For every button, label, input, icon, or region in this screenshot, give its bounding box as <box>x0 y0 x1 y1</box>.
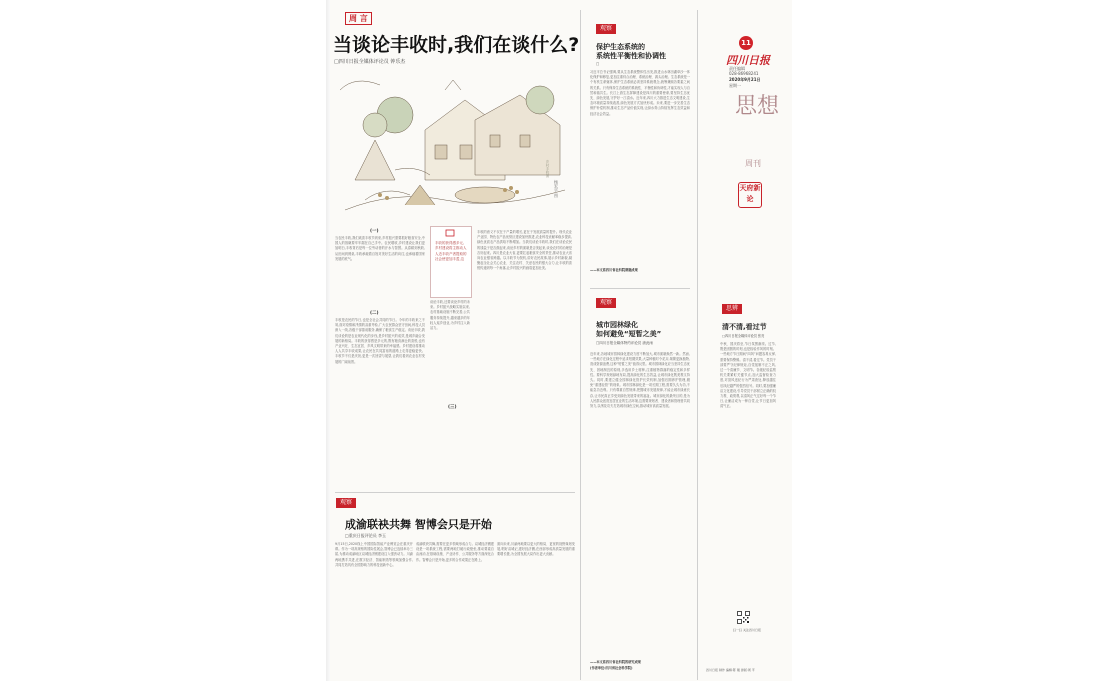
right-mid-text: 近年来,各地城市园林绿化建设力度不断加大,城市面貌焕然一新。然而,一些地方在绿化过程中追求短期效果,大量种植时令花卉,频繁更换植物,造成资源浪费,这种“短暂之美”值得反思。城市园林绿化应当坚持生态优先、因地制宜的原则,多选用乡土树种,注重植物群落的稳定性和多样性。要科学规划绿地布局,提高绿化的生态效益,让城市绿化既美观又持久。同时,要建立健全园林绿化管护长效机制,加强后期养护管理,避免“重建轻管”的现象。城市园林绿化是一项长期工程,需要久久为功,不能急功近利。只有尊重自然规律,把握城市发展规律,才能让城市绿意长存,让市民真正享受到绿色发展带来的福祉。城市绿化的最终目的,是为人民群众创造宜居宜业的生活环境,这需要规划者、建设者和管理者共同努力,以绣花功夫打造城市绿色空间,推动城市高质量发展。 <box>590 352 690 409</box>
far-col-text: 中秋、国庆将至,节日氛围渐浓。过节,既是团圆的时刻,也是检验作风的时刻。一些地方节日期间“四风”问题容易反弹,需要保持警惕。清不清,看过节。党员干部要严守纪律规矩,自觉抵制不正之风,过一个清廉节、文明节。各级纪检监察机关要紧盯关键节点,加大监督检查力度,对顶风违纪行为严肃查处,释放越往后执纪越严的强烈信号。同时,要加强廉洁文化建设,引导党员干部树立正确的权力观、政绩观,以清风正气过好每一个节日,让廉洁成为一种自觉,让节日更加风清气正。 <box>720 342 776 409</box>
far-col-headline: 清不清,看过节 <box>722 323 767 331</box>
bottom-tag: 观察 <box>336 498 356 508</box>
bottom-byline: □重庆日报评论员 李玉 <box>345 533 387 538</box>
right-mid-tag: 观察 <box>596 298 616 308</box>
right-divider <box>590 288 690 289</box>
issue-date: 2020年9月21日 <box>729 77 761 82</box>
far-column-divider <box>697 10 698 680</box>
bottom-headline: 成渝联袂共舞 智博会只是开始 <box>345 518 492 531</box>
column-text-3: 谈论丰收,还要谈论乡村的未来。乡村振兴战略实施以来,农村基础设施不断完善,公共服务持续提升,越来越多的年轻人返乡创业,为乡村注入新活力。 <box>430 300 470 331</box>
column-divider <box>580 10 581 680</box>
right-top-headline-2: 系统性平衡性和协调性 <box>596 52 666 60</box>
right-top-byline: □ <box>596 62 600 66</box>
illustration-caption: 乡村丰收图 <box>546 160 550 178</box>
pull-quote-box <box>430 226 472 298</box>
qr-caption: 扫一扫 关注四川日报 <box>733 628 761 632</box>
column-text-4: 丰收的意义不仅在于产量的增长,更在于发展质量的提升。现代农业产业园、特色农产品优势区建设加快推进,农业科技贡献率稳步提高,绿色优质农产品供给不断增加。当我们谈论丰收时,我们在谈论农民的钱袋子是否鼓起来,谈论乡村的面貌是否美起来,谈论农村的治理是否好起来。四川是农业大省,更要扛起粮食安全的责任,推动农业大省向农业强省跨越。以丰收节为契机,讲好农民故事,展示乡村新貌,凝聚起全社会关心农业、关注农村、关爱农民的强大合力,让丰收的喜悦传递到每一个角落,让乡村振兴的画卷更加壮美。 <box>477 230 572 271</box>
column-text-1: 当农民丰收,我们欢喜丰收节到来,乡村振兴需要抓好粮食安全,中国人的饭碗要牢牢端在自己手中。农民增收,乡村建设让我们更加明白,丰收背后是每一位劳动者的汗水与智慧。从春耕到秋收,从田间到餐桌,丰收承载着百姓对美好生活的向往,也承载着国家发展的底气。 <box>335 236 425 261</box>
section-two-heading: (二) <box>370 311 379 316</box>
right-top-tag: 观察 <box>596 24 616 34</box>
far-col-byline: □四川日报全媒体评论员 张亮 <box>722 334 765 338</box>
editor-line-2: 028-86968241 <box>729 71 759 76</box>
column-text-2: 丰收是农民的节日,也是全社会共同的节日。今年的丰收来之不易,面对疫情和汛情的双重考验,广大农民群众坚守田间,科技人员深入一线,各级干部靠前服务,确保了粮食生产稳定。谈论丰收,我们谈论的是农业现代化的步伐,是乡村振兴的成效,是城乡融合发展的新格局。丰收的获得感是多元的,既有粮食满仓的喜悦,也有产业兴旺、生态宜居、乡风文明带来的幸福感。乡村建设将推动人人共享丰收成果,让农民在共同富裕的道路上走得更稳更快。丰收节不仅是庆祝,更是一次回望与展望,让我们看到农业农村发展的广阔前景。 <box>335 318 425 364</box>
right-mid-headline-1: 城市园林绿化 <box>596 321 638 329</box>
page-number: 11 <box>739 36 753 50</box>
far-col-tag: 思辨 <box>722 304 742 314</box>
pull-quote-text: 丰收的获得感多元,乡村建设将主推动人人近丰收产者提取的社会使更加丰盈,这 <box>435 241 467 262</box>
section-one-heading: (一) <box>370 229 379 234</box>
column-tag: 周 言 <box>345 12 372 25</box>
masthead-logo: 四川日报 <box>726 54 770 67</box>
divider <box>335 492 575 493</box>
tianfu-stamp: 天府新论 <box>738 182 762 208</box>
issue-weekday: 星期一 <box>729 83 741 88</box>
illustration-signature: 杨宏宇 图 <box>554 180 559 198</box>
right-top-headline-1: 保护生态系统的 <box>596 43 645 51</box>
qr-code <box>737 611 750 624</box>
bottom-text-3: 面向未来,川渝两地要以更大的格局、更宽的视野谋划发展,唱好双城记,建好经济圈,在西部形成高质量发展的重要增长极,为全国发展大局作出更大贡献。 <box>497 542 575 557</box>
village-illustration <box>335 70 567 220</box>
section-three-heading: (三) <box>448 405 457 410</box>
right-mid-note-1: ——本文系四川省社科院的研究成果 <box>590 660 641 664</box>
editor-line-1: 责任编辑 <box>729 66 745 71</box>
right-top-note: ——本文系四川省社科院课题成果 <box>590 268 638 272</box>
quote-icon <box>445 229 455 237</box>
section-title: 思想 <box>735 94 780 119</box>
right-mid-note-2: (作者单位:四川省社会科学院) <box>590 666 633 670</box>
column-byline: □四川日报全媒体评论员 钟乐杰 <box>334 59 406 65</box>
column-headline: 当谈论丰收时,我们在谈什么? <box>333 34 580 56</box>
bottom-text-2: 成渝联袂共舞,需要在更多领域形成合力。双城经济圈建设是一项系统工程,需要两地打破行政壁垒,推动要素自由流动,在基础设施、产业协作、公共服务等方面深化合作。智博会只是开始,更多的合作成果正在路上。 <box>416 542 494 562</box>
right-top-text: 习近平总书记强调,要从生态系统整体性出发,推进山水林田湖草沙一体化保护和修复,更加注重综合治理、系统治理、源头治理。生态系统是一个有机生命躯体,保护生态系统必须坚持系统观念,统筹兼顾各要素之间的关系。只有保持生态系统的系统性、平衡性和协调性,才能实现人与自然和谐共生。长江上游生态屏障建设是四川的重要使命,要坚持生态优先、绿色发展,守护好一江清水。近年来,四川大力推进生态文明建设,生态环境质量持续改善,绿色发展方式加快形成。未来,要进一步完善生态保护补偿机制,推动生态产品价值实现,让绿水青山持续发挥生态效益和经济社会效益。 <box>590 70 690 116</box>
bottom-text-1: 9月15日,2020线上中国国际智能产业博览会在重庆开幕。作为一项高规格的国际性展会,智博会已连续举办三届,为推动成渝地区双城经济圈建设注入强劲动力。川渝两地携手共进,在数字经济、智能制造等领域加强合作,共同打造具有全国影响力的科技创新中心。 <box>335 542 413 567</box>
right-mid-byline: □四川日报全媒体特约评论员 唐此雨 <box>596 341 653 345</box>
page-footer: 四川日报 制作 编辑:陈 刚 排版:周 平 <box>706 668 755 672</box>
right-mid-headline-2: 如何避免“短暂之美” <box>596 330 662 338</box>
weekly-label: 周刊 <box>745 159 761 168</box>
